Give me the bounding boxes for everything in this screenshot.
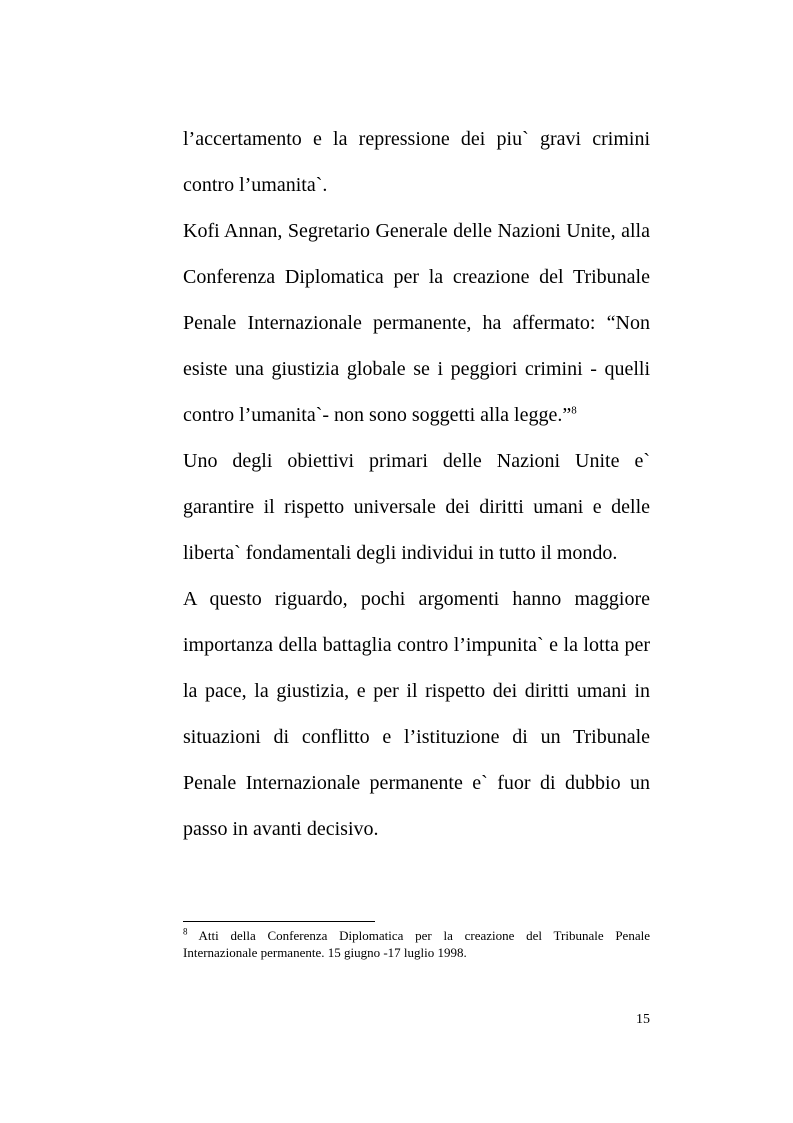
body-line-13: la pace, la giustizia, e per il rispetto dei diritti umani in [183, 680, 650, 702]
body-line-8: Uno degli obiettivi primari delle Nazioni Unite e` [183, 450, 650, 472]
footnote-reference: 8 [571, 404, 577, 417]
footnote-text-1: Atti della Conferenza Diplomatica per la creazione del Tribunale Penale [198, 928, 650, 943]
body-line-10: liberta` fondamentali degli individui in tutto il mondo. [183, 542, 618, 564]
body-line-4: Conferenza Diplomatica per la creazione del Tribunale [183, 266, 650, 288]
body-line-11: A questo riguardo, pochi argomenti hanno maggiore [183, 588, 650, 610]
body-line-12: importanza della battaglia contro l’impunita` e la lotta per [183, 634, 650, 656]
body-line-7-text: contro l’umanita`- non sono soggetti alla legge.” [183, 404, 572, 426]
body-line-6: esiste una giustizia globale se i peggiori crimini - quelli [183, 358, 650, 380]
footnote-line-2: Internazionale permanente. 15 giugno -17 luglio 1998. [183, 945, 467, 960]
footnote-separator [183, 921, 375, 922]
footnote-line-1 [183, 928, 650, 944]
body-line-5: Penale Internazionale permanente, ha affermato: “Non [183, 312, 650, 334]
body-line-1: l’accertamento e la repressione dei piu` gravi crimini [183, 128, 650, 150]
body-line-9: garantire il rispetto universale dei diritti umani e delle [183, 496, 650, 518]
body-line-7 [183, 403, 650, 427]
body-line-2: contro l’umanita`. [183, 174, 328, 196]
body-line-14: situazioni di conflitto e l’istituzione di un Tribunale [183, 726, 650, 748]
page-number: 15 [636, 1012, 650, 1027]
footnote-number: 8 [183, 926, 188, 937]
body-line-15: Penale Internazionale permanente e` fuor di dubbio un [183, 772, 650, 794]
body-line-3: Kofi Annan, Segretario Generale delle Nazioni Unite, alla [183, 220, 650, 242]
body-line-16: passo in avanti decisivo. [183, 818, 379, 840]
